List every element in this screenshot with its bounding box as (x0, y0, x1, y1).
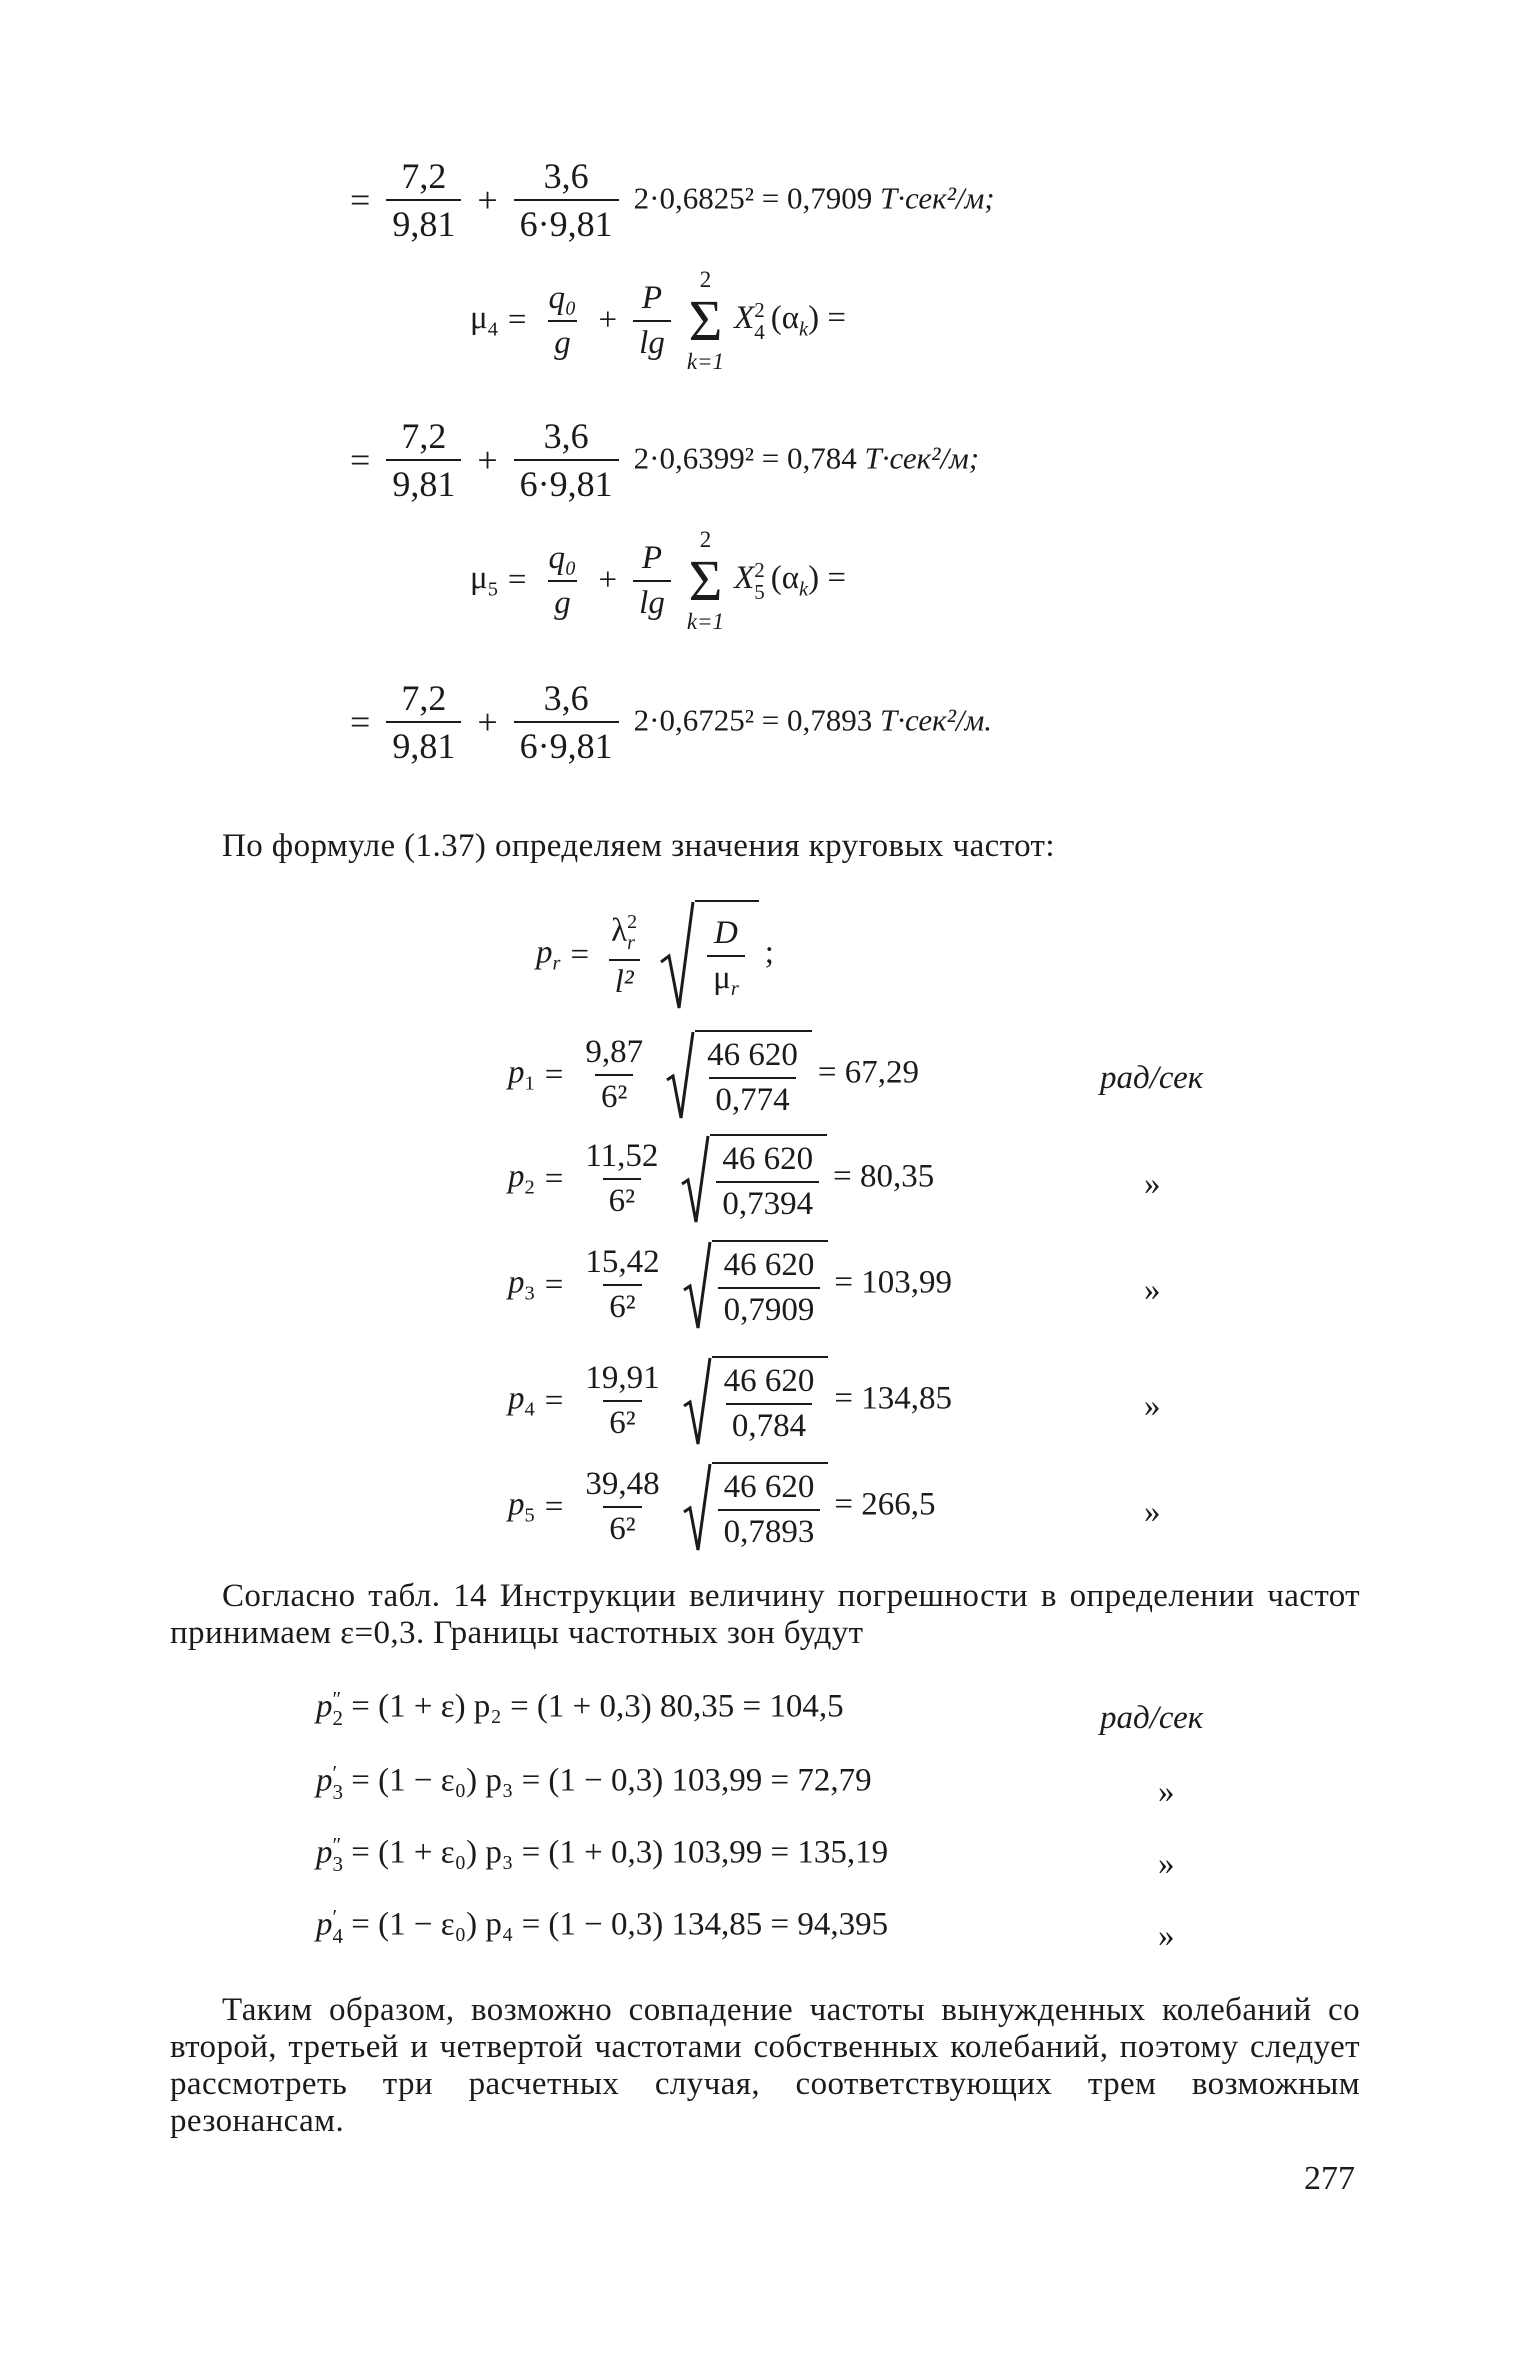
equation-mu3-result: = $\frac{7,2}{9,81}$ + $\frac{3,6}{6\cdot 9,81}$ 2·0,6825² = 0,7909 Т·сек²/м; (350, 156, 995, 244)
unit-label: рад/сек (1100, 1700, 1204, 1736)
fraction: $\frac{7,2}{9,81}$ (386, 680, 461, 764)
fraction: $\frac{\text{q₀}}{g}$ (548, 279, 577, 361)
fraction: $\frac{3,6}{6\cdot 9,81}$ (514, 680, 619, 764)
ditto-mark: » (1144, 1388, 1161, 1424)
frequency-row: $p_2$ = $\frac{11,52}{\text{6²}}$ $\frac{46 620}{0,7394}$ = 80,35 (508, 1134, 934, 1224)
fraction: $\frac{11,52}{\text{6²}}$ (585, 1138, 659, 1219)
zone-row: p ″ 2 = (1 + ε) p₂ = (1 + 0,3) 80,35 = 104,5 (316, 1687, 844, 1730)
fraction: $\frac{P}{\lg}$ (633, 282, 671, 360)
tolerance-paragraph: Согласно табл. 14 Инструкции величину погрешности в определении частот принимаем ε=0,3. Границы частотных зон будут (170, 1578, 1360, 1651)
summation-sign: 2 Σ k=1 (686, 267, 725, 375)
fraction: $\frac{15,42}{\text{6²}}$ (585, 1244, 660, 1325)
fraction: $\frac{\text{q₀}}{g}$ (548, 539, 577, 621)
unit-label: рад/сек (1100, 1060, 1204, 1096)
fraction: $\frac{19,91}{\text{6²}}$ (585, 1360, 660, 1441)
zone-row: p ′ 4 = (1 − ε₀) p₄ = (1 − 0,3) 134,85 = 94,395 (316, 1905, 889, 1948)
frequency-row: $p_5$ = $\frac{39,48}{\text{6²}}$ $\frac{46 620}{0,7893}$ = 266,5 (508, 1462, 935, 1552)
equation-pr-general: $p_r$ = λ 2 r l² $\frac{D}{\mu_r}$ ; (536, 900, 774, 1010)
equation-mu5: $\mu_5$ = $\frac{\text{q₀}}{g}$ + $\frac{P}{\lg}$ 2 Σ k=1 X 2 5 $(\alpha_k)$ = (470, 527, 846, 635)
fraction: $\frac{3,6}{6\cdot 9,81}$ (514, 158, 619, 242)
square-root: $\frac{46 620}{0,784}$ (682, 1356, 829, 1446)
square-root: $\frac{46 620}{0,774}$ (665, 1030, 812, 1120)
conclusion-paragraph: Таким образом, возможно совпадение частоты вынужденных колебаний со второй, третьей и четвертой частотами собственных колебаний, поэтому следует рассмотреть три расчетных случая, соответствующих трем возможным резонансам. (170, 1992, 1360, 2139)
fraction: $\frac{9,87}{\text{6²}}$ (585, 1034, 644, 1115)
summation-sign: 2 Σ k=1 (686, 527, 725, 635)
zone-row: p ″ 3 = (1 + ε₀) p₃ = (1 + 0,3) 103,99 = 135,19 (316, 1833, 889, 1876)
square-root: $\frac{46 620}{0,7394}$ (680, 1134, 827, 1224)
fraction: $\frac{7,2}{9,81}$ (386, 158, 461, 242)
ditto-mark: » (1158, 1774, 1175, 1810)
ditto-mark: » (1144, 1272, 1161, 1308)
square-root: $\frac{D}{\mu_r}$ (659, 900, 759, 1010)
equation-mu4-result: = $\frac{7,2}{9,81}$ + $\frac{3,6}{6\cdot 9,81}$ 2·0,6399² = 0,784 Т·сек²/м; (350, 416, 980, 504)
ditto-mark: » (1158, 1918, 1175, 1954)
zone-row: p ′ 3 = (1 − ε₀) p₃ = (1 − 0,3) 103,99 = 72,79 (316, 1761, 872, 1804)
frequency-row: $p_3$ = $\frac{15,42}{\text{6²}}$ $\frac{46 620}{0,7909}$ = 103,99 (508, 1240, 952, 1330)
square-root: $\frac{46 620}{0,7893}$ (682, 1462, 829, 1552)
ditto-mark: » (1144, 1494, 1161, 1530)
fraction: $\frac{3,6}{6\cdot 9,81}$ (514, 418, 619, 502)
equation-mu5-result: = $\frac{7,2}{9,81}$ + $\frac{3,6}{6\cdot 9,81}$ 2·0,6725² = 0,7893 Т·сек²/м. (350, 678, 993, 766)
fraction: $\frac{P}{\lg}$ (633, 542, 671, 620)
frequency-row: $p_1$ = $\frac{9,87}{\text{6²}}$ $\frac{46 620}{0,774}$ = 67,29 (508, 1030, 919, 1120)
intro-paragraph: По формуле (1.37) определяем значения круговых частот: (222, 828, 1055, 864)
frequency-row: $p_4$ = $\frac{19,91}{\text{6²}}$ $\frac{46 620}{0,784}$ = 134,85 (508, 1356, 952, 1446)
equation-mu4: $\mu_4$ = $\frac{\text{q₀}}{g}$ + $\frac{P}{\lg}$ 2 Σ k=1 X 2 4 $(\alpha_k)$ = (470, 267, 846, 375)
page-number: 277 (1304, 2160, 1355, 2197)
fraction: $\frac{39,48}{\text{6²}}$ (585, 1466, 660, 1547)
ditto-mark: » (1158, 1846, 1175, 1882)
ditto-mark: » (1144, 1166, 1161, 1202)
fraction: $\frac{7,2}{9,81}$ (386, 418, 461, 502)
fraction: λ 2 r l² (605, 912, 643, 999)
square-root: $\frac{46 620}{0,7909}$ (682, 1240, 829, 1330)
